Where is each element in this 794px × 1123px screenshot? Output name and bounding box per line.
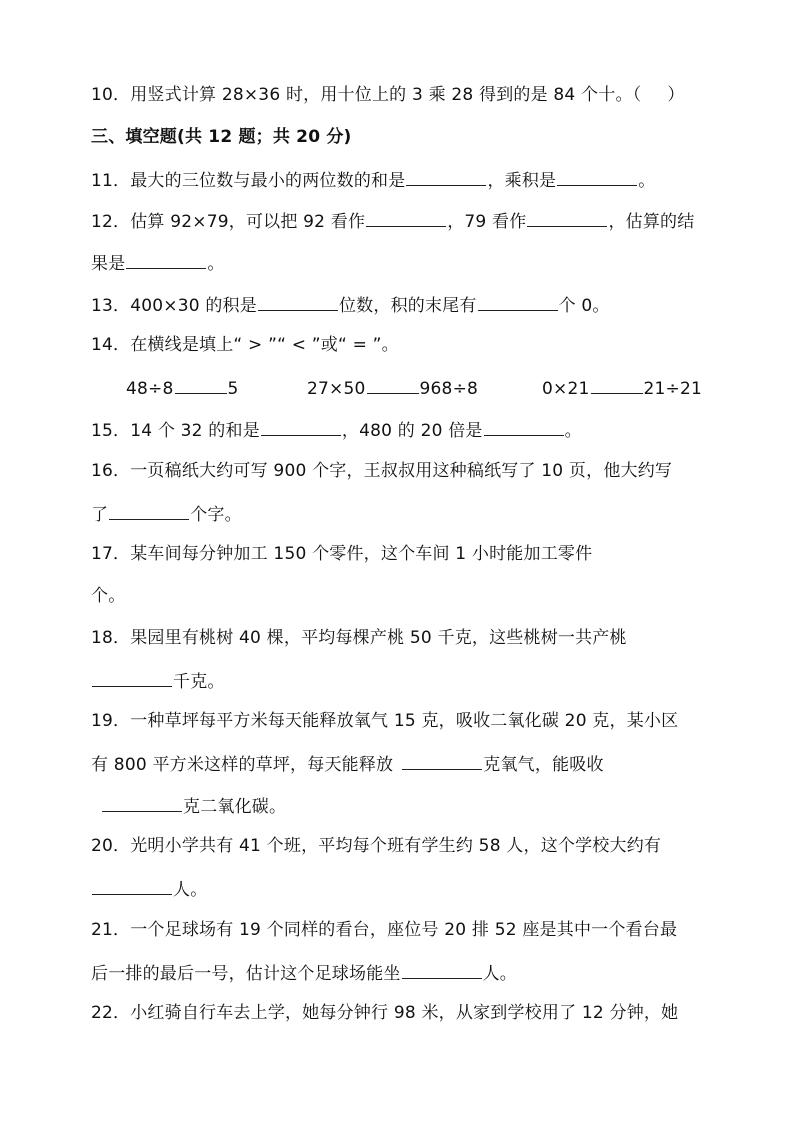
question-11 <box>91 167 655 193</box>
answer-blank[interactable] <box>367 375 419 394</box>
q17-part-b: 个。 <box>91 586 126 606</box>
section-title: 三、填空题(共 12 题；共 20 分) <box>91 127 352 147</box>
q21-part-b: 后一排的最后一号，估计这个足球场能坐 <box>91 964 401 984</box>
question-19-line-3 <box>101 793 286 819</box>
q22-part-a: 22．小红骑自行车去上学，她每分钟行 98 米，从家到学校用了 12 分钟，她 <box>91 1003 679 1023</box>
q13-part-a: 13．400×30 的积是 <box>91 296 257 316</box>
question-19-line-2 <box>91 751 604 777</box>
q14-item-2-left: 27×50 <box>307 379 366 399</box>
q12-part-c: ，估算的结 <box>608 212 695 232</box>
answer-blank[interactable] <box>92 668 172 687</box>
question-10 <box>91 83 685 107</box>
q15-part-a: 15．14 个 32 的和是 <box>91 421 260 441</box>
q12-part-a: 12．估算 92×79，可以把 92 看作 <box>91 212 366 232</box>
answer-blank[interactable] <box>591 375 643 394</box>
q12-part-d: 果是 <box>91 254 126 274</box>
answer-blank[interactable] <box>527 208 607 227</box>
q19-part-b: 有 800 平方米这样的草坪，每天能释放 <box>91 755 394 775</box>
q21-part-c: 人。 <box>482 964 518 984</box>
question-14-item-2 <box>307 375 478 401</box>
answer-blank[interactable] <box>484 417 564 436</box>
q15-part-b: ，480 的 20 倍是 <box>341 421 483 441</box>
q20-part-a: 20．光明小学共有 41 个班，平均每个班有学生约 58 人，这个学校大约有 <box>91 836 662 856</box>
question-17-line-2 <box>91 584 125 608</box>
question-14-item-3 <box>542 375 702 401</box>
q15-part-c: 。 <box>564 421 582 441</box>
answer-blank[interactable] <box>402 751 482 770</box>
answer-blank[interactable] <box>92 876 172 895</box>
question-16 <box>91 459 672 483</box>
q14-item-3-right: 21÷21 <box>643 379 703 399</box>
question-22 <box>91 1001 678 1025</box>
q13-part-b: 位数，积的末尾有 <box>338 296 477 316</box>
answer-blank[interactable] <box>402 960 482 979</box>
q10-text: 10．用竖式计算 28×36 时，用十位上的 3 乘 28 得到的是 84 个十。（ <box>91 85 642 105</box>
question-17 <box>91 542 592 566</box>
question-12-line-2 <box>91 250 225 276</box>
question-18-line-2 <box>91 668 225 694</box>
question-14-item-1 <box>126 375 239 401</box>
answer-blank[interactable] <box>258 292 338 311</box>
q11-part-b: ，乘积是 <box>487 171 557 191</box>
q12-part-b: ，79 看作 <box>447 212 527 232</box>
answer-blank[interactable] <box>261 417 341 436</box>
question-13 <box>91 292 610 318</box>
q16-part-b: 了 <box>91 505 109 525</box>
answer-blank[interactable] <box>366 208 446 227</box>
q20-part-b: 人。 <box>173 880 208 900</box>
q11-part-a: 11．最大的三位数与最小的两位数的和是 <box>91 171 406 191</box>
question-21 <box>91 918 677 942</box>
q18-part-a: 18．果园里有桃树 40 棵，平均每棵产桃 50 千克，这些桃树一共产桃 <box>91 628 627 648</box>
q16-part-c: 个字。 <box>190 505 242 525</box>
answer-blank[interactable] <box>557 167 637 186</box>
q19-part-a: 19．一种草坪每平方米每天能释放氧气 15 克，吸收二氧化碳 20 克，某小区 <box>91 711 679 731</box>
q19-part-d: 克二氧化碳。 <box>183 797 287 817</box>
question-19 <box>91 709 678 733</box>
q13-part-c: 个 0。 <box>558 296 610 316</box>
question-20 <box>91 834 661 858</box>
q21-part-a: 21．一个足球场有 19 个同样的看台，座位号 20 排 52 座是其中一个看台最 <box>91 920 678 940</box>
question-14-title: 14．在横线是填上“ > ”“ < ”或“ = ”。 <box>91 335 399 355</box>
question-20-line-2 <box>91 876 207 902</box>
question-12 <box>91 208 694 234</box>
q11-part-c: 。 <box>638 171 656 191</box>
answer-blank[interactable] <box>478 292 558 311</box>
answer-blank[interactable] <box>126 250 206 269</box>
question-16-line-2 <box>91 501 242 527</box>
question-15 <box>91 417 582 443</box>
q12-part-e: 。 <box>207 254 225 274</box>
question-21-line-2 <box>91 960 517 986</box>
q14-item-3-left: 0×21 <box>542 379 590 399</box>
answer-blank[interactable] <box>175 375 227 394</box>
q14-item-1-right: 5 <box>227 379 239 399</box>
answer-blank[interactable] <box>406 167 486 186</box>
q17-part-a: 17．某车间每分钟加工 150 个零件，这个车间 1 小时能加工零件 <box>91 544 593 564</box>
question-18 <box>91 626 627 650</box>
q18-part-b: 千克。 <box>173 672 225 692</box>
answer-blank[interactable] <box>102 793 182 812</box>
q16-part-a: 16．一页稿纸大约可写 900 个字，王叔叔用这种稿纸写了 10 页，他大约写 <box>91 461 673 481</box>
q19-part-c: 克氧气，能吸收 <box>483 755 604 775</box>
q10-close: ） <box>667 85 685 105</box>
q14-item-2-right: 968÷8 <box>419 379 479 399</box>
q14-item-1-left: 48÷8 <box>126 379 174 399</box>
answer-blank[interactable] <box>109 501 189 520</box>
